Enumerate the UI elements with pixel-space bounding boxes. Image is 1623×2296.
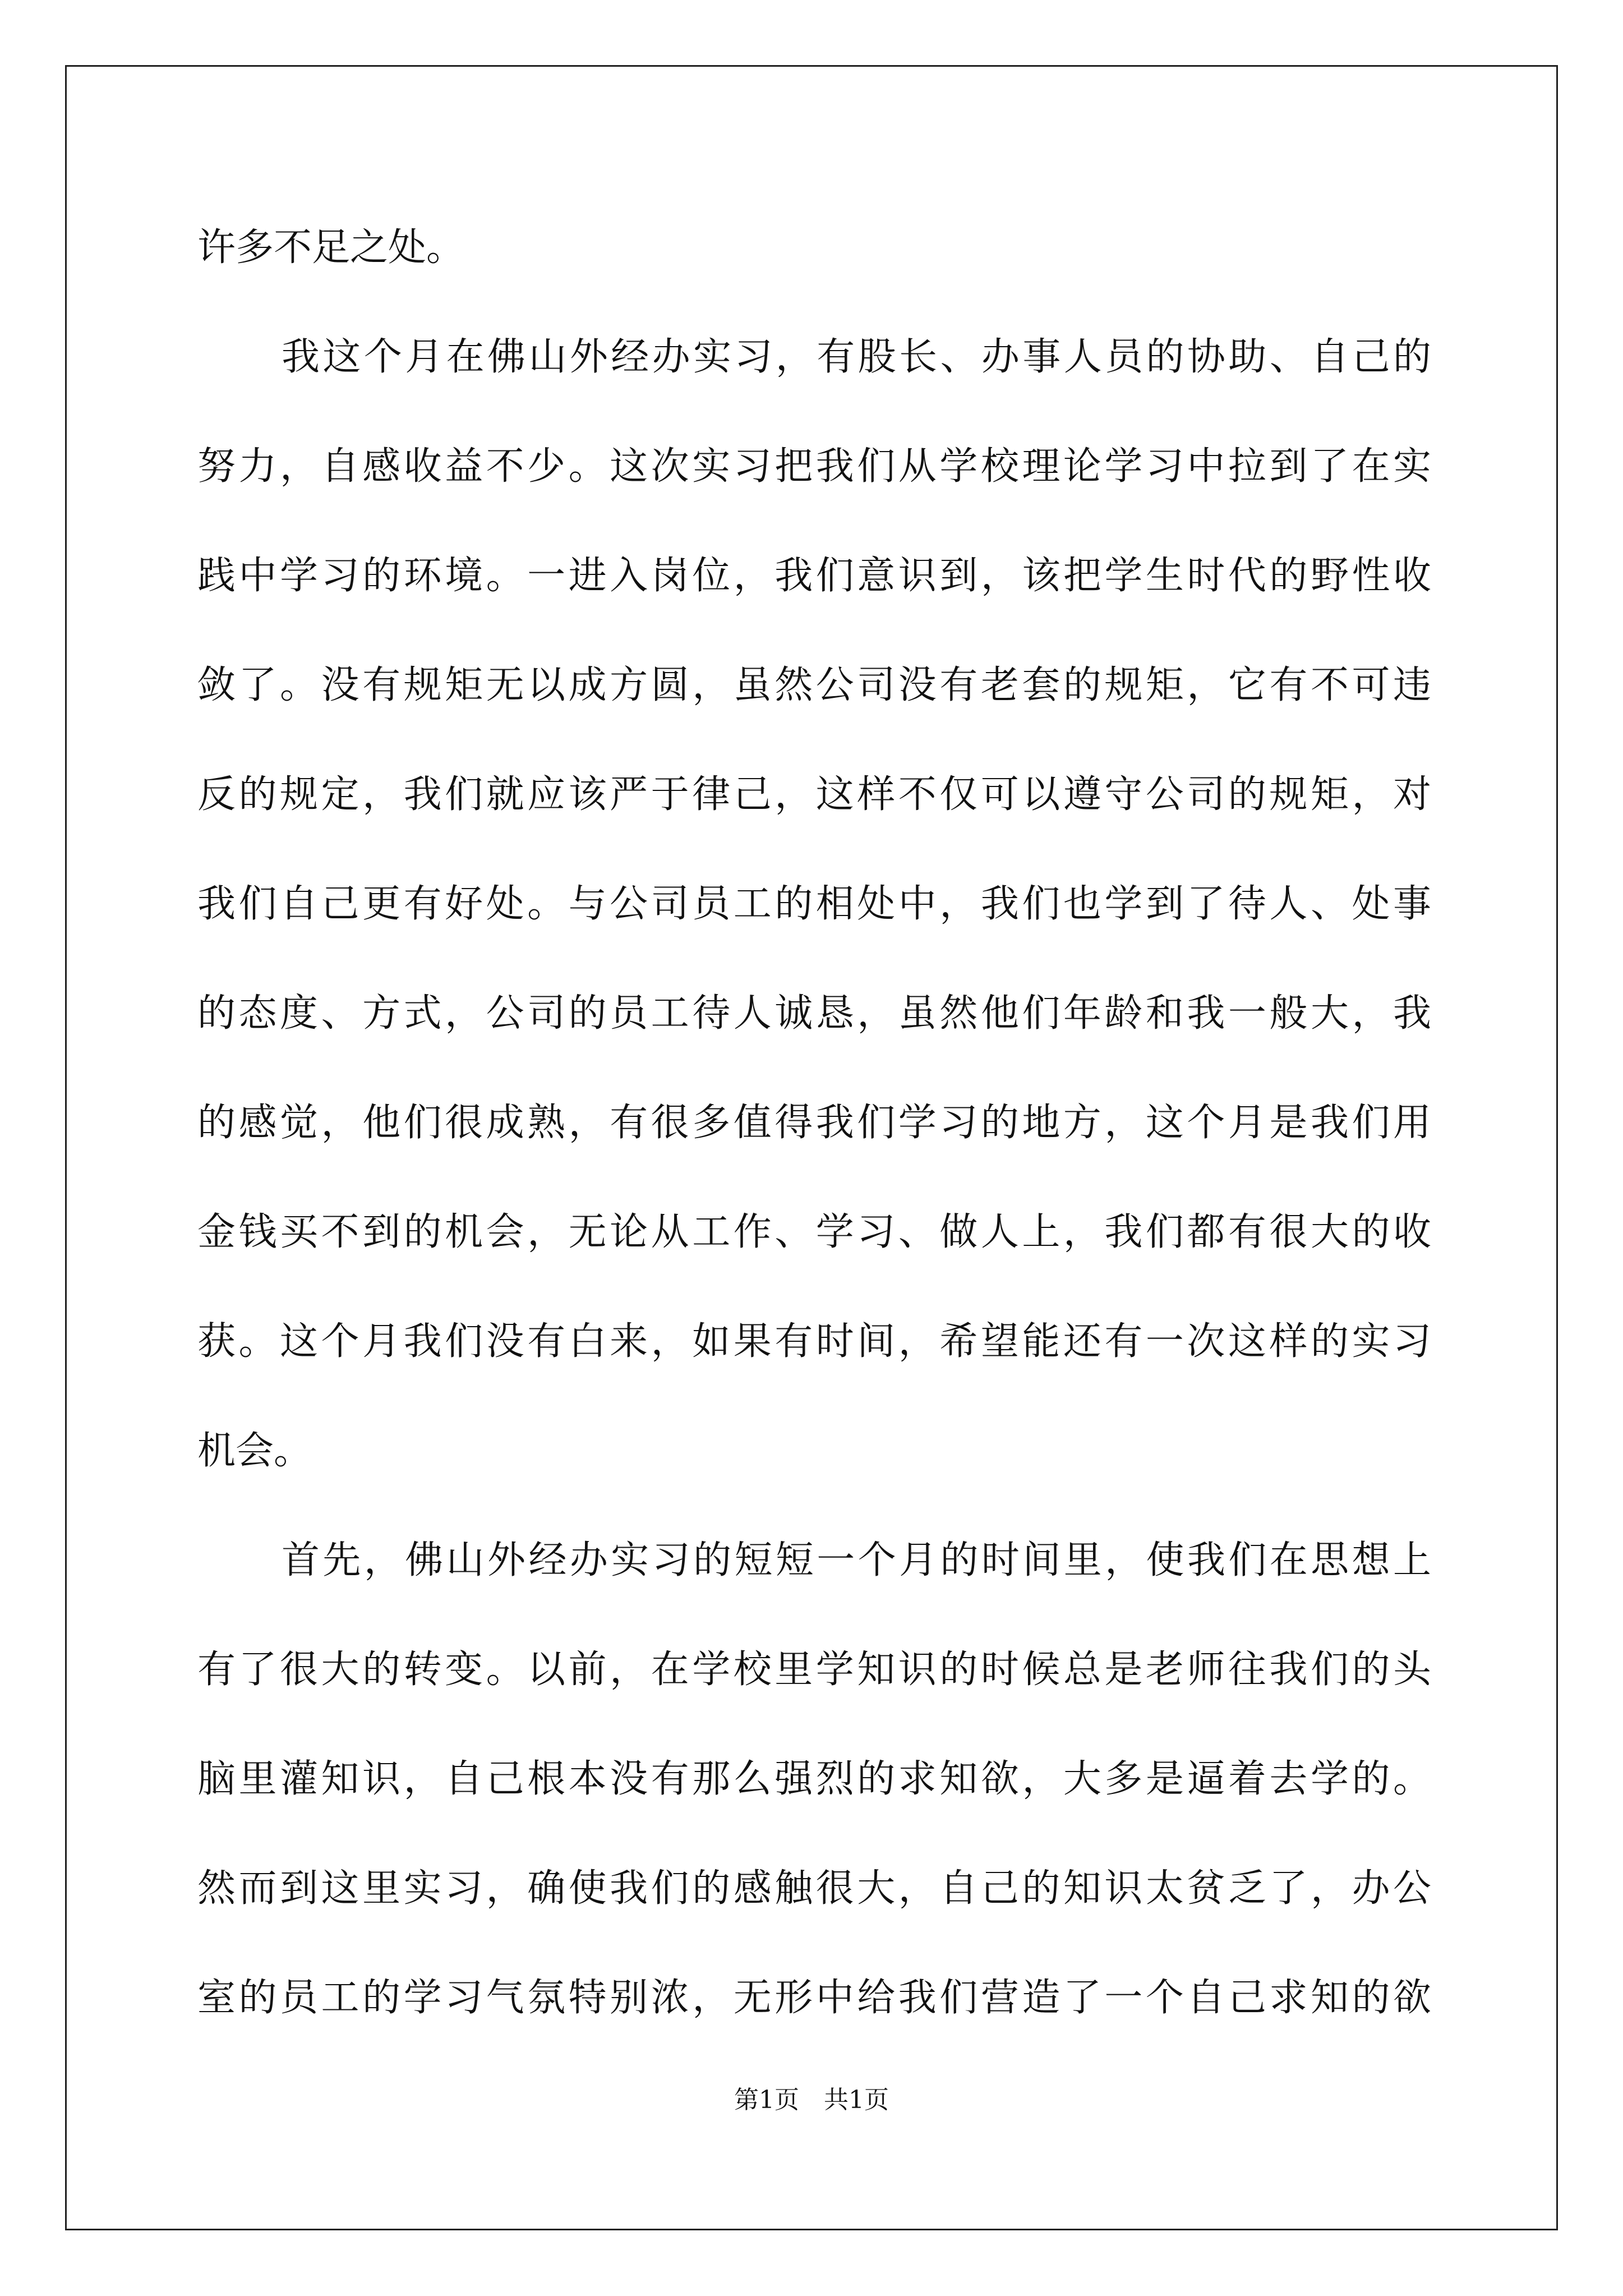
text-line: 有了很大的转变。以前，在学校里学知识的时候总是老师往我们的头 bbox=[197, 1648, 1431, 1692]
text-line: 敛了。没有规矩无以成方圆，虽然公司没有老套的规矩，它有不可违 bbox=[197, 663, 1431, 707]
text-line: 反的规定，我们就应该严于律己，这样不仅可以遵守公司的规矩，对 bbox=[197, 772, 1431, 817]
text-line: 许多不足之处。 bbox=[197, 226, 465, 270]
text-line: 获。这个月我们没有白来，如果有时间，希望能还有一次这样的实习 bbox=[197, 1319, 1431, 1364]
paragraph-start-line: 我这个月在佛山外经办实习，有股长、办事人员的协助、自己的 bbox=[282, 335, 1431, 379]
page-footer: 第1页 共1页 bbox=[734, 2086, 889, 2114]
text-line: 机会。 bbox=[197, 1429, 312, 1473]
text-line: 我们自己更有好处。与公司员工的相处中，我们也学到了待人、处事 bbox=[197, 882, 1431, 926]
paragraph-start-line: 首先，佛山外经办实习的短短一个月的时间里，使我们在思想上 bbox=[282, 1538, 1431, 1582]
text-line: 的感觉，他们很成熟，有很多值得我们学习的地方，这个月是我们用 bbox=[197, 1101, 1431, 1145]
text-line: 的态度、方式，公司的员工待人诚恳，虽然他们年龄和我一般大，我 bbox=[197, 991, 1431, 1036]
text-line: 践中学习的环境。一进入岗位，我们意识到，该把学生时代的野性收 bbox=[197, 554, 1431, 598]
text-line: 努力，自感收益不少。这次实习把我们从学校理论学习中拉到了在实 bbox=[197, 444, 1431, 489]
text-line: 然而到这里实习，确使我们的感触很大，自己的知识太贫乏了，办公 bbox=[197, 1866, 1431, 1911]
text-line: 金钱买不到的机会，无论从工作、学习、做人上，我们都有很大的收 bbox=[197, 1210, 1431, 1254]
text-line: 脑里灌知识，自己根本没有那么强烈的求知欲，大多是逼着去学的。 bbox=[197, 1757, 1431, 1801]
text-line: 室的员工的学习气氛特别浓，无形中给我们营造了一个自己求知的欲 bbox=[197, 1976, 1431, 2020]
